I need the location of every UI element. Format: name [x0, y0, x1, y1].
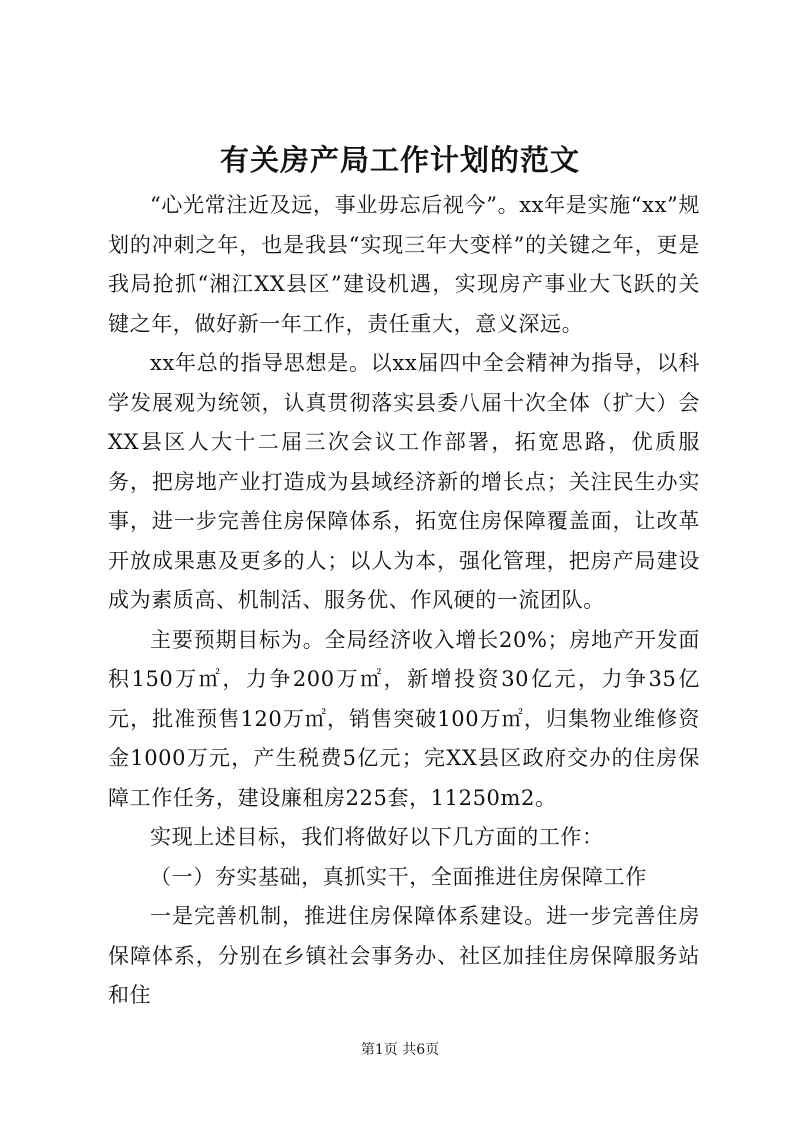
document-body [108, 186, 700, 1016]
paragraph-expected-goals: 主要预期目标为。全局经济收入增长20%；房地产开发面积150万㎡，力争200万㎡，新增投资30亿元，力争35亿元，批准预售120万㎡，销售突破100万㎡，归集物业维修资金1000万元，产生税费5亿元；完XX县区政府交办的住房保障工作任务，建设廉租房225套，11250m2。 [108, 627, 700, 810]
paragraph-mechanism: 一是完善机制，推进住房保障体系建设。进一步完善住房保障体系，分别在乡镇社会事务办、社区加挂住房保障服务站和住 [108, 904, 700, 1007]
paragraph-guiding-ideology: xx年总的指导思想是。以xx届四中全会精神为指导，以科学发展观为统领，认真贯彻落实县委八届十次全体（扩大）会XX县区人大十二届三次会议工作部署，拓宽思路，优质服务，把房地产业打造成为县域经济新的增长点；关注民生办实事，进一步完善住房保障体系，拓宽住房保障覆盖面，让改革开放成果惠及更多的人；以人为本，强化管理，把房产局建设成为素质高、机制活、服务优、作风硬的一流团队。 [108, 351, 700, 612]
document-title: 有关房产局工作计划的范文 [219, 143, 580, 177]
paragraph-intro: “心光常注近及远，事业毋忘后视今”。xx年是实施“xx”规划的冲刺之年，也是我县“实现三年大变样”的关键之年，更是我局抢抓“湘江XX县区”建设机遇，实现房产事业大飞跃的关键之年，做好新一年工作，责任重大，意义深远。 [108, 193, 700, 336]
section-heading-1: （一）夯实基础，真抓实干，全面推进住房保障工作 [150, 864, 647, 889]
paragraph-work-intro: 实现上述目标，我们将做好以下几方面的工作： [150, 825, 604, 849]
page-footer: 第1页 共6页 [360, 1042, 440, 1058]
